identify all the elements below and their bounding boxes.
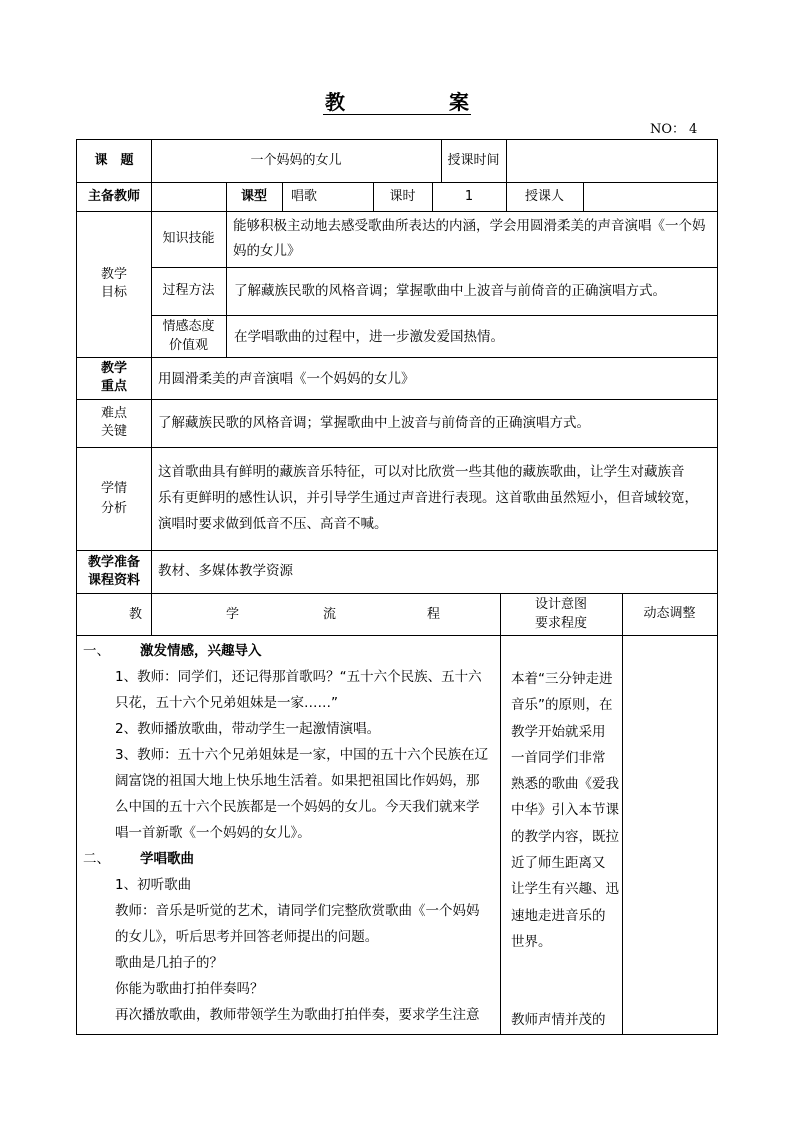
difficulties-label — [77, 399, 151, 447]
key-points-label-line1: 教学 — [100, 361, 127, 376]
process-line: 1、初听歌曲 — [115, 877, 192, 893]
design-line: 熟悉的歌曲《爱我 — [511, 776, 619, 793]
process-line: 教师：音乐是听觉的艺术，请同学们完整欣赏歌曲《一个妈妈 — [115, 903, 480, 919]
main-teacher-value — [151, 182, 226, 211]
row-divider — [151, 315, 717, 316]
row-divider — [77, 550, 717, 551]
knowledge-text: 能够积极主动地去感受歌曲所表达的内涵，学会用圆滑柔美的声音演唱《一个妈妈的女儿》 — [233, 218, 706, 259]
title-char-2: 案 — [449, 90, 469, 114]
design-intent-header — [500, 593, 622, 635]
col-divider — [622, 593, 623, 1035]
lecturer-label: 授课人 — [524, 188, 564, 204]
process-line: 再次播放歌曲，教师带领学生为歌曲打拍伴奏，要求学生注意 — [115, 1007, 480, 1023]
design-line: 速地走进音乐的 — [511, 907, 606, 924]
process-line: 1、教师：同学们，还记得那首歌吗？“五十六个民族、五十六 — [115, 669, 482, 685]
flow-header-char-4: 程 — [427, 607, 441, 622]
time-value — [506, 140, 717, 182]
section-2-title: 学唱歌曲 — [140, 851, 194, 867]
lecturer-value — [583, 182, 717, 211]
doc-no-label: NO： — [650, 122, 686, 137]
design-line: 世界。 — [511, 933, 552, 950]
process-label: 过程方法 — [162, 283, 215, 298]
process-line: 唱一首新歌《一个妈妈的女儿》。 — [115, 825, 311, 841]
design-header-line2: 要求程度 — [534, 616, 587, 631]
difficulties-label-line2: 关键 — [100, 424, 127, 439]
process-line: 3、教师：五十六个兄弟姐妹是一家，中国的五十六个民族在辽 — [115, 747, 489, 763]
process-text: 了解藏族民歌的风格音调；掌握歌曲中上波音与前倚音的正确演唱方式。 — [234, 283, 666, 299]
title-char-1: 教 — [325, 90, 345, 114]
process-line: 的女儿》，听后思考并回答老师提出的问题。 — [115, 929, 379, 945]
emotion-label-line1: 情感态度 — [162, 319, 215, 334]
col-divider — [282, 182, 283, 211]
process-line: 你能为歌曲打拍伴奏吗？ — [115, 981, 264, 997]
key-points-label-line2: 重点 — [100, 379, 127, 394]
lesson-plan-table — [76, 139, 718, 1035]
section-1-number: 一、 — [83, 643, 110, 659]
section-1-title: 激发情感，兴趣导入 — [140, 643, 262, 659]
document-number — [650, 118, 697, 137]
design-line: 让学生有兴趣、迅 — [511, 881, 619, 898]
objectives-label-line2: 目标 — [100, 285, 127, 300]
row-divider — [77, 357, 717, 358]
design-header-line1: 设计意图 — [534, 597, 587, 612]
doc-no-value: 4 — [689, 122, 698, 137]
topic-value: 一个妈妈的女儿 — [250, 153, 342, 168]
preparation-label-line1: 教学准备 — [87, 554, 140, 570]
main-teacher-label: 主备教师 — [87, 188, 140, 204]
design-line: 近了师生距离又 — [511, 855, 606, 872]
process-line: 么中国的五十六个民族都是一个妈妈的女儿。今天我们就来学 — [115, 799, 480, 815]
preparation-label — [77, 550, 151, 593]
difficulties-text: 了解藏族民歌的风格音调；掌握歌曲中上波音与前倚音的正确演唱方式。 — [158, 415, 590, 431]
analysis-line: 这首歌曲具有鲜明的藏族音乐特征，可以对比欣赏一些其他的藏族歌曲，让学生对藏族音 — [158, 464, 685, 480]
process-line: 歌曲是几拍子的？ — [115, 955, 223, 971]
emotion-text: 在学唱歌曲的过程中，进一步激发爱国热情。 — [234, 329, 504, 345]
hours-value: 1 — [464, 188, 474, 204]
design-line: 教学开始就采用 — [511, 723, 606, 740]
row-divider — [151, 267, 717, 268]
objectives-label — [77, 211, 151, 357]
knowledge-label: 知识技能 — [162, 231, 215, 246]
teaching-process — [83, 638, 499, 1028]
process-line: 2、教师播放歌曲，带动学生一起激情演唱。 — [115, 721, 381, 737]
emotion-label-line2: 价值观 — [168, 338, 208, 353]
row-divider — [77, 635, 717, 636]
design-intent-text — [511, 666, 621, 955]
key-points-label — [77, 357, 151, 399]
objectives-label-line1: 教学 — [100, 267, 127, 282]
preparation-label-line2: 课程资料 — [87, 572, 140, 588]
emotion-label — [151, 315, 226, 357]
section-2-number: 二、 — [83, 851, 110, 867]
analysis-label-line2: 分析 — [100, 500, 127, 516]
topic-label: 课 题 — [94, 153, 134, 168]
lesson-type-value: 唱歌 — [291, 189, 318, 204]
key-points-text: 用圆滑柔美的声音演唱《一个妈妈的女儿》 — [158, 371, 415, 387]
row-divider — [77, 447, 717, 448]
analysis-line: 演唱时要求做到低音不压、高音不喊。 — [158, 516, 388, 532]
design-line: 中华》引入本节课 — [511, 802, 619, 819]
page-title — [323, 84, 471, 115]
time-label: 授课时间 — [447, 153, 500, 168]
process-line: 只花，五十六个兄弟姐妹是一家……” — [115, 695, 338, 711]
design-line: 本着“三分钟走进 — [511, 671, 613, 687]
design-intent-last-line: 教师声情并茂的 — [511, 1012, 606, 1028]
difficulties-label-line1: 难点 — [100, 406, 127, 421]
row-divider — [77, 399, 717, 400]
design-line: 的教学内容，既拉 — [511, 828, 619, 845]
dynamic-adjust-header: 动态调整 — [643, 606, 696, 621]
process-line: 阔富饶的祖国大地上快乐地生活着。如果把祖国比作妈妈，那 — [115, 773, 480, 789]
design-line: 一首同学们非常 — [511, 749, 606, 766]
analysis-label-line1: 学情 — [100, 480, 127, 496]
design-line: 音乐”的原则，在 — [511, 697, 613, 714]
flow-header-char-2: 学 — [226, 607, 240, 622]
section-1-heading — [83, 638, 499, 664]
flow-header-char-1: 教 — [129, 607, 143, 622]
flow-header-char-3: 流 — [323, 607, 337, 622]
col-divider — [500, 593, 501, 1035]
lesson-type-label: 课型 — [240, 188, 267, 204]
section-2-heading — [83, 846, 499, 872]
analysis-label — [77, 447, 151, 550]
analysis-text — [158, 459, 714, 537]
preparation-text: 教材、多媒体教学资源 — [158, 563, 293, 579]
hours-label: 课时 — [389, 188, 416, 204]
analysis-line: 乐有更鲜明的感性认识，并引导学生通过声音进行表现。这首歌曲虽然短小，但音域较宽， — [158, 490, 698, 506]
